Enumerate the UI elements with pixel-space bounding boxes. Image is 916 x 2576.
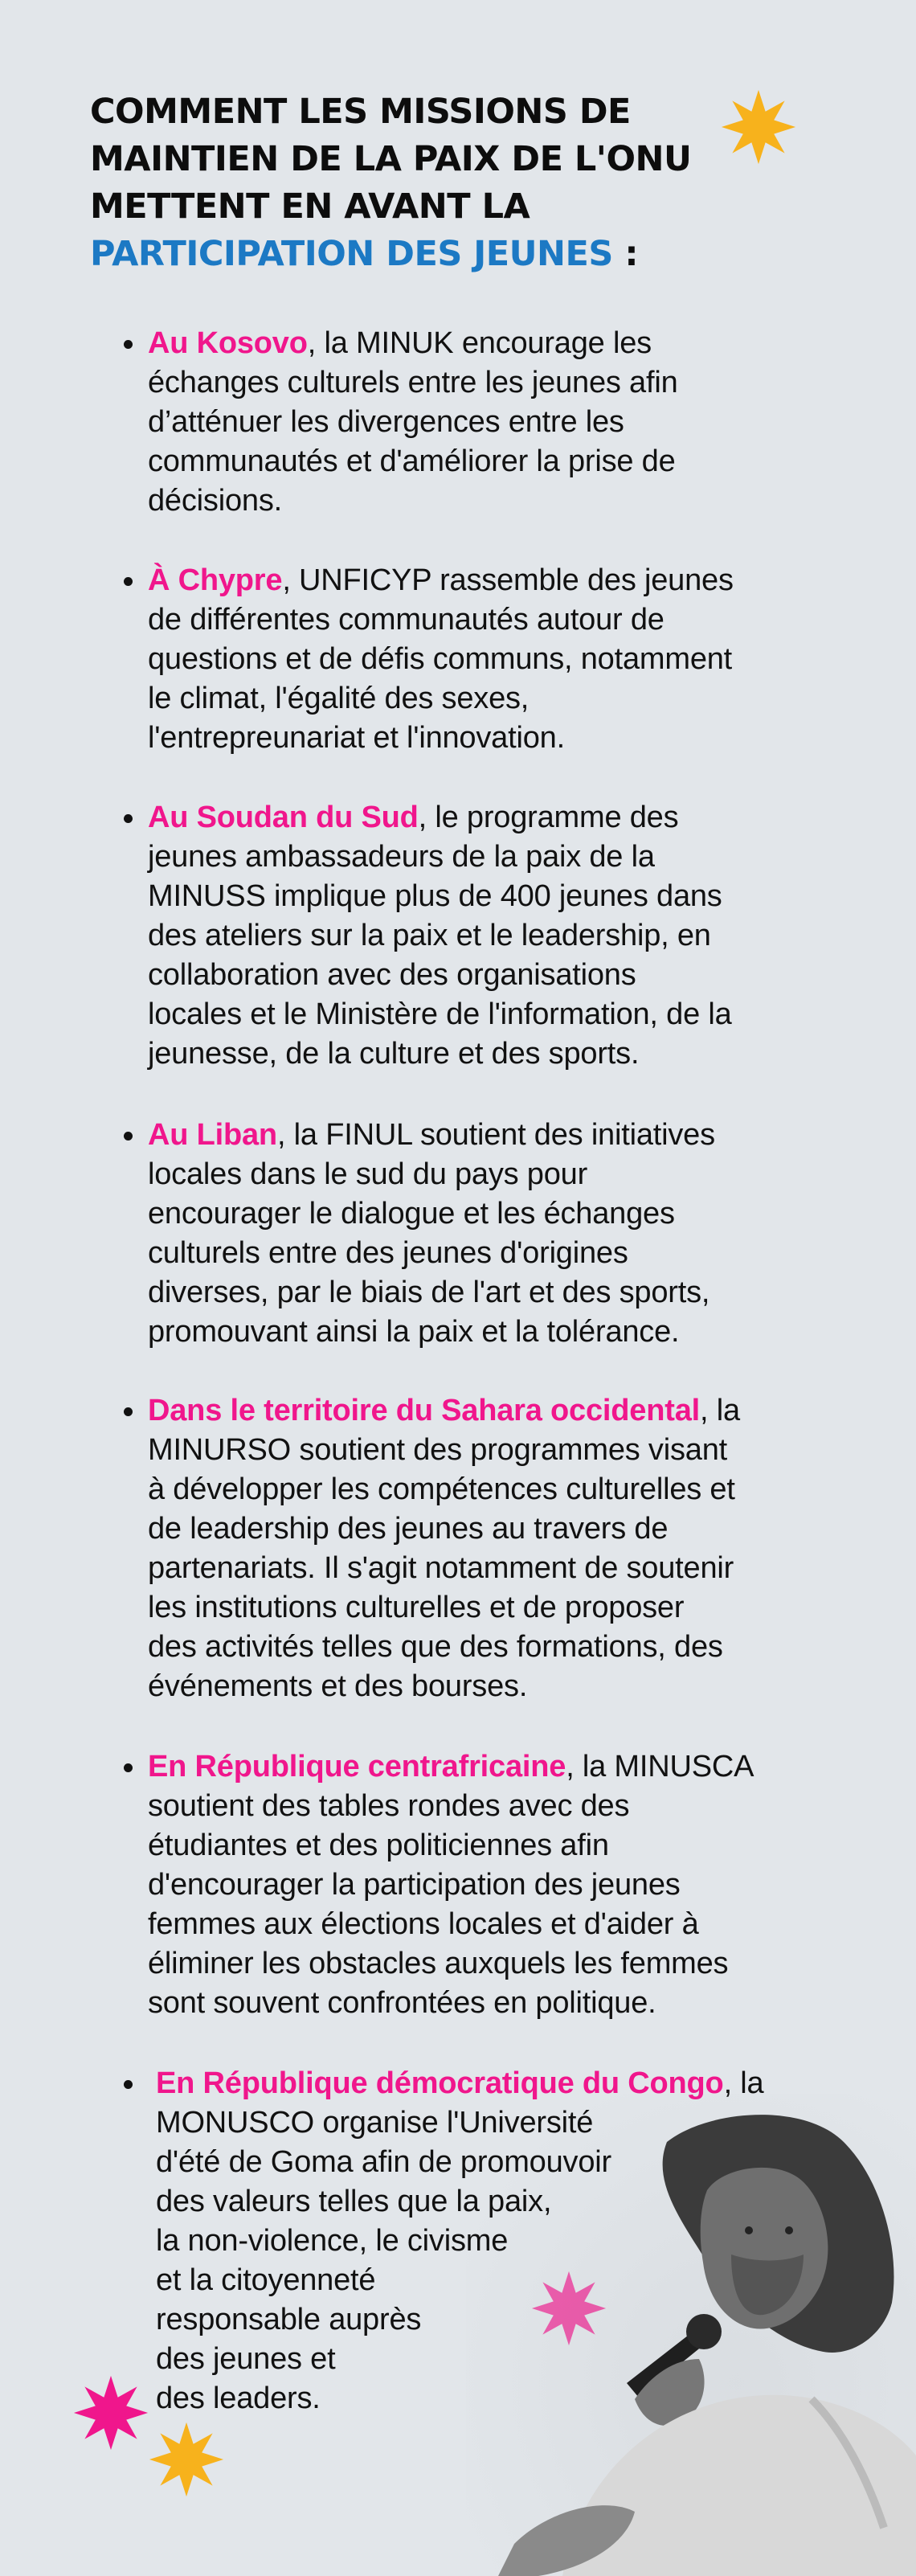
list-item: Au Soudan du Sud, le programme des jeunes ambassadeurs de la paix de la MINUSS implique plus de 400 jeunes dans des ateliers sur la paix et le leadership, en collaboration avec des organisations locales et le Ministère de l'information, de la jeunesse, de la culture et des sports. xyxy=(148,798,855,1074)
item-highlight: En République centrafricaine xyxy=(148,1750,566,1784)
title-accent: PARTICIPATION DES JEUNES xyxy=(90,234,613,274)
list-item: Au Liban, la FINUL soutient des initiatives locales dans le sud du pays pour encourager le dialogue et les échanges culturels entre des jeunes d'origines diverses, par le biais de l'art et des sports, promouvant ainsi la paix et la tolérance. xyxy=(148,1116,855,1352)
bullet-icon xyxy=(124,577,133,586)
title-line-1: COMMENT LES MISSIONS DE xyxy=(90,92,631,132)
list-item: En République démocratique du Congo, la MONUSCO organise l'Université d'été de Goma afin de promouvoir des valeurs telles que la paix, la non-violence, le civisme et la citoyenneté responsable auprès des jeunes et des leaders. xyxy=(156,2064,863,2418)
item-highlight: Au Kosovo xyxy=(148,326,308,360)
item-highlight: Dans le territoire du Sahara occidental xyxy=(148,1394,700,1427)
list-item: En République centrafricaine, la MINUSCA soutient des tables rondes avec des étudiantes et des politiciennes afin d'encourager la participation des jeunes femmes aux élections locales et d'aider à éliminer les obstacles auxquels les femmes sont souvent confrontées en politique. xyxy=(148,1747,855,2023)
list-item: Au Kosovo, la MINUK encourage les échanges culturels entre les jeunes afin d’atténuer les divergences entre les communautés et d'améliorer la prise de décisions. xyxy=(148,324,855,521)
bullet-icon xyxy=(124,1132,133,1141)
list-item: Dans le territoire du Sahara occidental, la MINURSO soutient des programmes visant à développer les compétences culturelles et de leadership des jeunes au travers de partenariats. Il s'agit notamment de soutenir les institutions culturelles et de proposer des activités telles que des formations, des événements et des bourses. xyxy=(148,1391,855,1706)
item-highlight: Au Liban xyxy=(148,1118,277,1152)
bullet-icon xyxy=(124,2080,133,2089)
list-item: À Chypre, UNFICYP rassemble des jeunes de différentes communautés autour de questions et de défis communs, notamment le climat, l'égalité des sexes, l'entrepreunariat et l'innovation. xyxy=(148,561,855,758)
bullet-icon xyxy=(124,1407,133,1416)
item-highlight: Au Soudan du Sud xyxy=(148,801,419,834)
title-line-3: METTENT EN AVANT LA xyxy=(90,186,530,227)
bullet-icon xyxy=(124,814,133,823)
bullet-icon xyxy=(124,1763,133,1772)
item-highlight: À Chypre xyxy=(148,563,283,597)
title-colon: : xyxy=(612,234,639,274)
bullet-icon xyxy=(124,340,133,349)
title-line-2: MAINTIEN DE LA PAIX DE L'ONU xyxy=(90,139,692,179)
item-highlight: En République démocratique du Congo xyxy=(156,2066,724,2100)
